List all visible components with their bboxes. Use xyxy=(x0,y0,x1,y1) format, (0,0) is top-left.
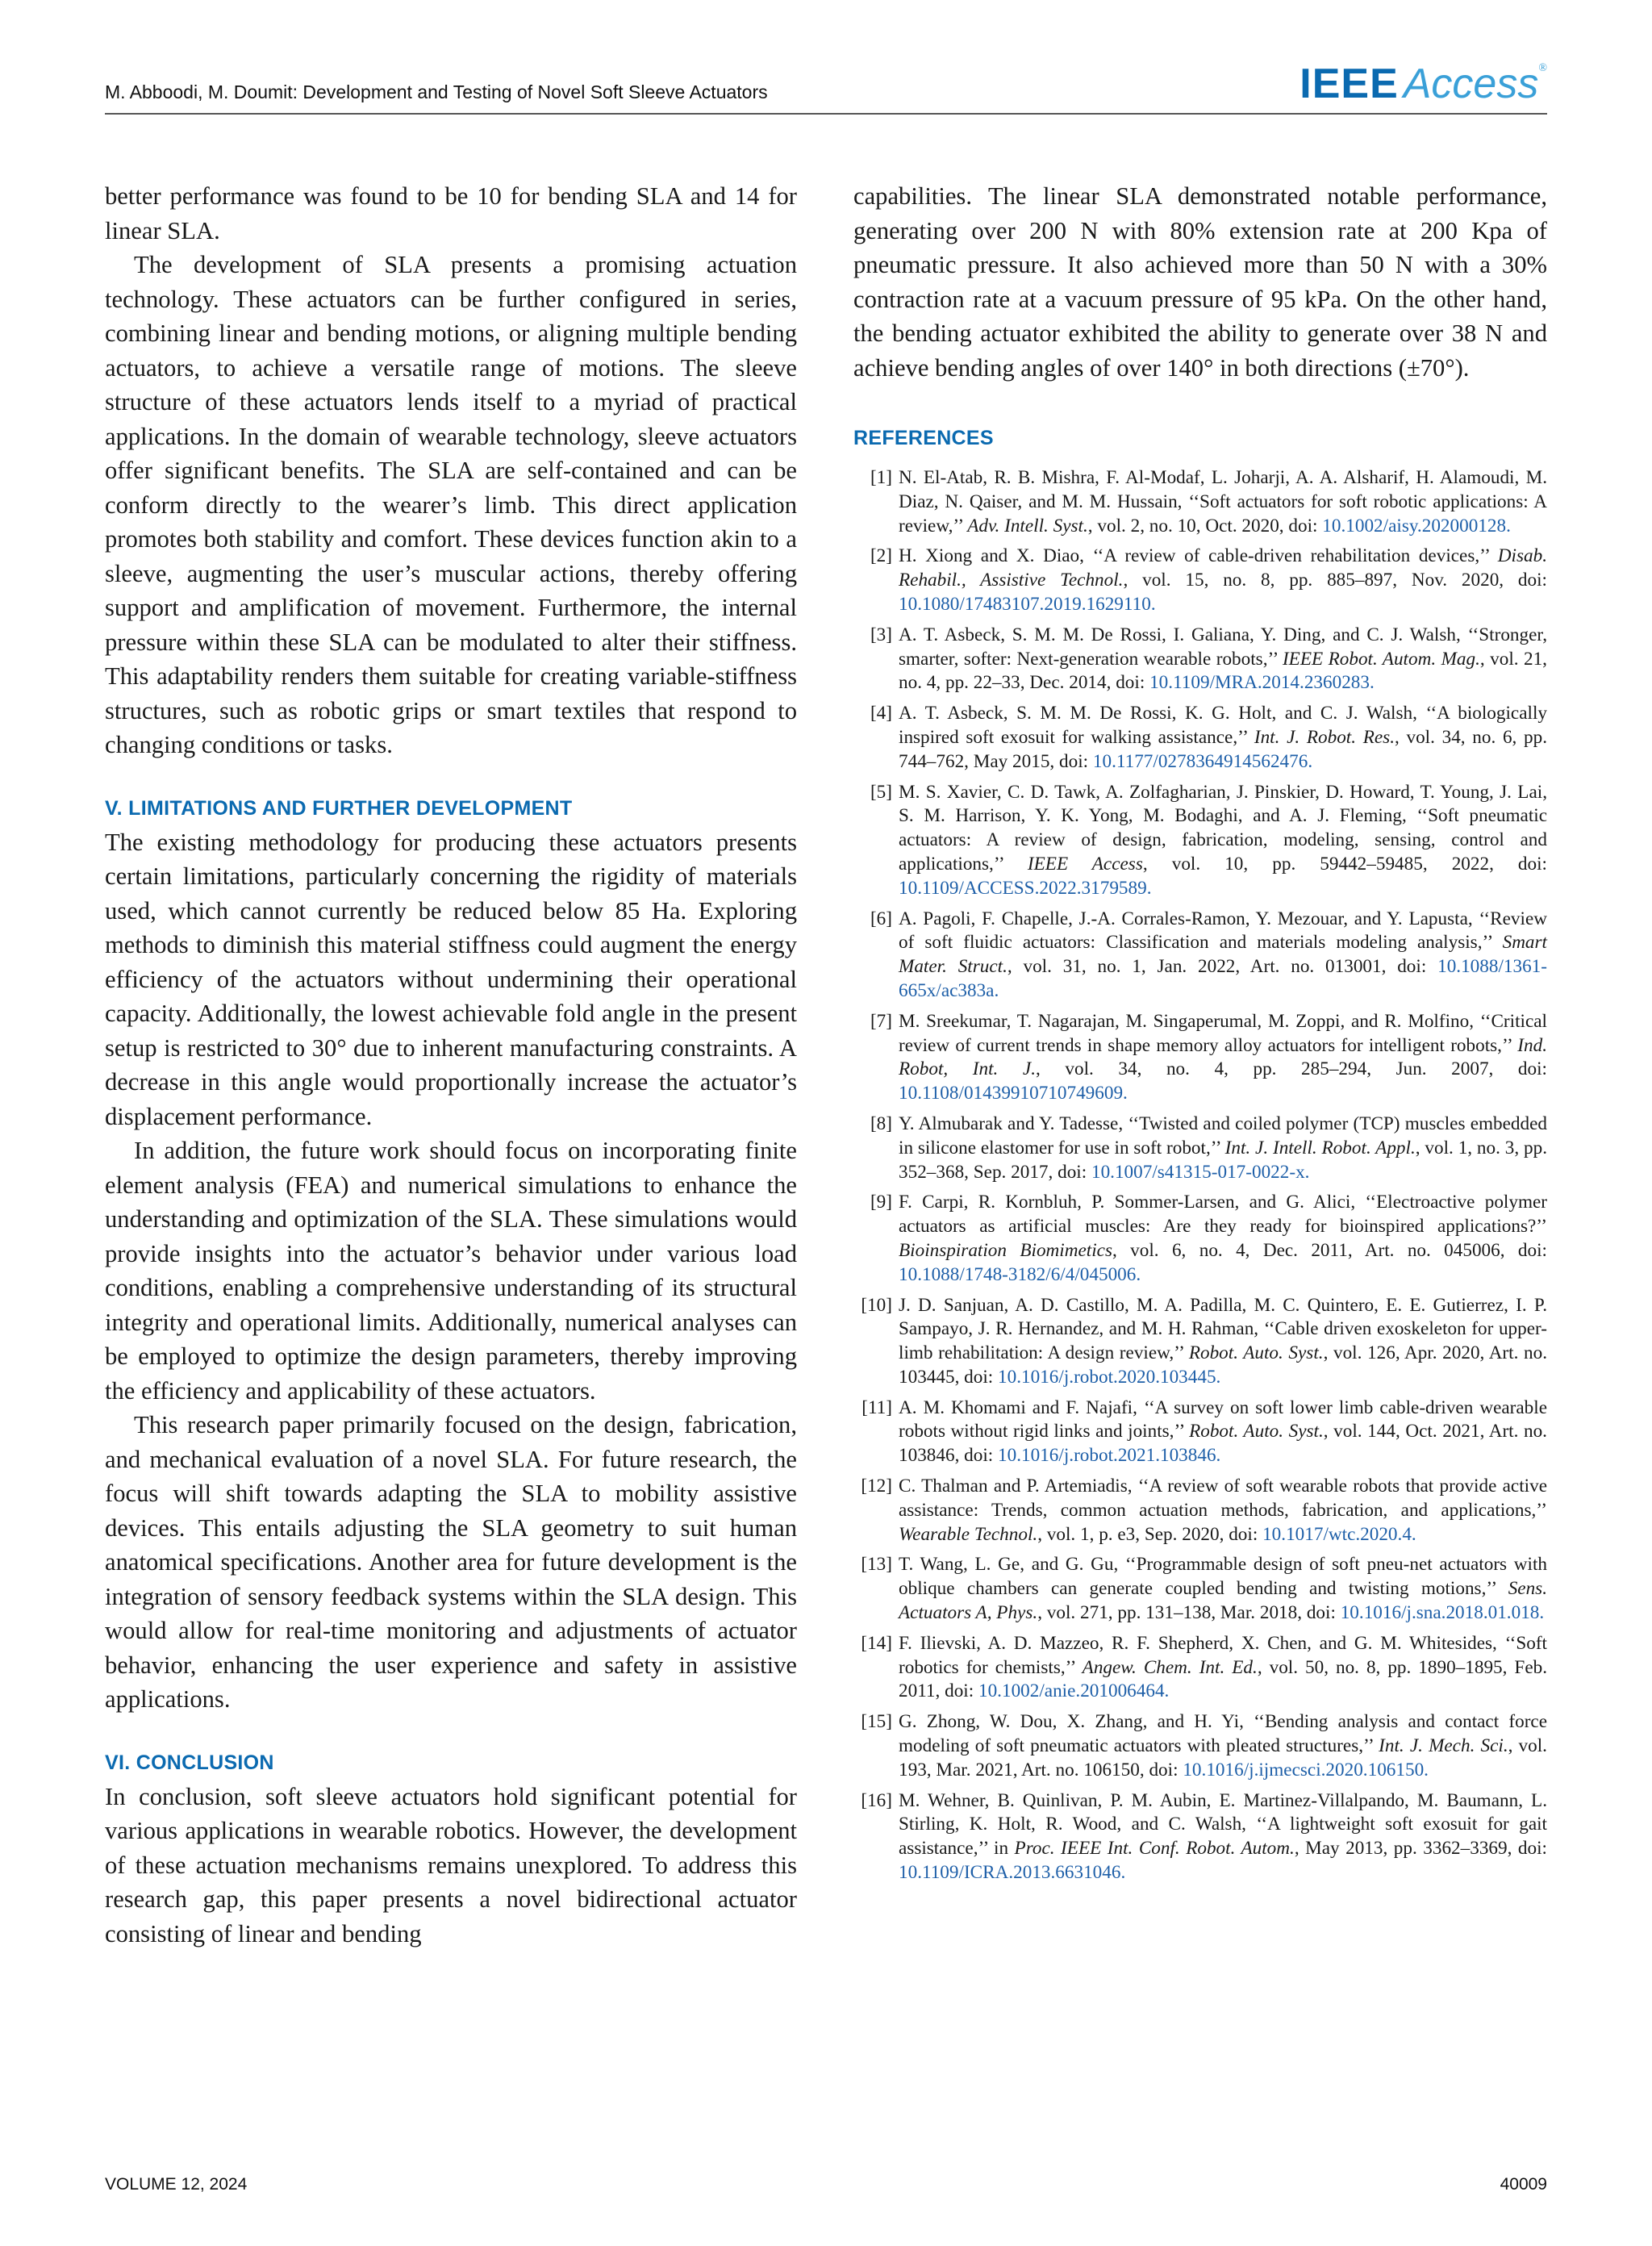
reference-text: , vol. 31, no. 1, Jan. 2022, Art. no. 013001, doi: xyxy=(1007,956,1438,978)
references-heading: REFERENCES xyxy=(853,427,994,449)
reference-number: [12] xyxy=(861,1476,892,1497)
reference-item xyxy=(853,1010,1547,1106)
reference-item xyxy=(853,1294,1547,1390)
reference-item xyxy=(853,908,1547,1004)
logo-access-text: Access xyxy=(1403,61,1539,107)
reference-number: [6] xyxy=(870,908,892,929)
reference-text: , vol. 15, no. 8, pp. 885–897, Nov. 2020, doi: xyxy=(1123,570,1547,591)
doi-link[interactable]: 10.1108/01439910710749609. xyxy=(899,1083,1128,1104)
reference-text: , vol. 6, no. 4, Dec. 2011, Art. no. 045006, doi: xyxy=(1112,1239,1547,1261)
reference-text: , vol. 1, no. 3, pp. 352–368, Sep. 2017, doi: xyxy=(899,1137,1547,1183)
paragraph: capabilities. The linear SLA demonstrated notable performance, generating over 200 N with 80% extension rate at 200 Kpa of pneumatic pressure. It also achieved more than 50 N with a 30% contraction rate at a vacuum pressure of 95 kPa. On the other hand, the bending actuator exhibited the ability to generate over 38 N and achieve bending angles of over 140° in both directions (±70°). xyxy=(853,182,1547,382)
reference-text: , vol. 34, no. 6, pp. 744–762, May 2015, doi: xyxy=(899,726,1548,772)
reference-text: A. T. Asbeck, S. M. M. De Rossi, I. Galiana, Y. Ding, and C. J. Walsh, ‘‘Stronger, smarter, softer: Next-generation wearable robots,’’ xyxy=(899,624,1547,670)
reference-text: , vol. 34, no. 4, pp. 285–294, Jun. 2007, doi: xyxy=(1036,1058,1548,1080)
reference-text: Y. Almubarak and Y. Tadesse, ‘‘Twisted and coiled polymer (TCP) muscles embedded in silicone elastomer for use in soft robot,’’ xyxy=(899,1113,1547,1158)
logo-ieee-text: IEEE xyxy=(1299,61,1399,107)
doi-link[interactable]: 10.1016/j.robot.2021.103846. xyxy=(998,1445,1221,1467)
paragraph: better performance was found to be 10 for bending SLA and 14 for linear SLA. xyxy=(105,182,797,244)
doi-link[interactable]: 10.1002/anie.201006464. xyxy=(978,1680,1170,1702)
reference-number: [15] xyxy=(861,1711,892,1733)
doi-link[interactable]: 10.1109/MRA.2014.2360283. xyxy=(1149,672,1375,694)
doi-link[interactable]: 10.1016/j.robot.2020.103445. xyxy=(998,1366,1221,1388)
reference-venue: Disab. Rehabil., Assistive Technol. xyxy=(899,545,1547,591)
doi-link[interactable]: 10.1017/wtc.2020.4. xyxy=(1262,1523,1416,1545)
reference-venue: Angew. Chem. Int. Ed. xyxy=(1082,1656,1258,1678)
reference-text: , vol. 21, no. 4, pp. 22–33, Dec. 2014, doi: xyxy=(899,648,1547,694)
section-heading-conclusion: VI. CONCLUSION xyxy=(105,1751,274,1774)
reference-item xyxy=(853,466,1547,538)
reference-number: [8] xyxy=(870,1113,892,1134)
reference-venue: Smart Mater. Struct. xyxy=(899,932,1547,978)
doi-link[interactable]: 10.1109/ACCESS.2022.3179589. xyxy=(899,877,1152,899)
reference-number: [5] xyxy=(870,781,892,803)
reference-text: , vol. 126, Apr. 2020, Art. no. 103445, doi: xyxy=(899,1342,1548,1388)
reference-item xyxy=(853,1191,1547,1287)
reference-venue: Robot. Auto. Syst. xyxy=(1189,1421,1324,1442)
reference-item xyxy=(853,1632,1547,1704)
doi-link[interactable]: 10.1088/1748-3182/6/4/045006. xyxy=(899,1263,1141,1285)
doi-link[interactable]: 10.1109/ICRA.2013.6631046. xyxy=(899,1862,1126,1884)
page-number: 40009 xyxy=(1500,2175,1547,2194)
right-column xyxy=(853,179,1547,1892)
reference-number: [13] xyxy=(861,1554,892,1576)
reference-text: , vol. 193, Mar. 2021, Art. no. 106150, doi: xyxy=(899,1735,1547,1781)
reference-list xyxy=(853,466,1547,1885)
reference-venue: Proc. IEEE Int. Conf. Robot. Autom. xyxy=(1014,1838,1295,1860)
reference-venue: Int. J. Robot. Res. xyxy=(1254,726,1395,748)
reference-venue: Ind. Robot, Int. J. xyxy=(899,1034,1547,1080)
doi-link[interactable]: 10.1016/j.ijmecsci.2020.106150. xyxy=(1183,1759,1429,1781)
running-title: M. Abboodi, M. Doumit: Development and Testing of Novel Soft Sleeve Actuators xyxy=(105,81,768,102)
reference-number: [10] xyxy=(861,1294,892,1316)
reference-number: [3] xyxy=(870,624,892,645)
page-header xyxy=(105,56,1547,115)
reference-text: A. T. Asbeck, S. M. M. De Rossi, K. G. Holt, and C. J. Walsh, ‘‘A biologically inspired soft exosuit for walking assistance,’’ xyxy=(899,703,1547,748)
reference-number: [4] xyxy=(870,703,892,724)
reference-item xyxy=(853,702,1547,774)
volume-label: VOLUME 12, 2024 xyxy=(105,2175,248,2194)
reference-text: , vol. 10, pp. 59442–59485, 2022, doi: xyxy=(1142,853,1547,875)
reference-number: [9] xyxy=(870,1192,892,1213)
reference-text: , vol. 144, Oct. 2021, Art. no. 103846, doi: xyxy=(899,1421,1547,1467)
reference-text: , vol. 271, pp. 131–138, Mar. 2018, doi: xyxy=(1037,1602,1341,1624)
journal-logo xyxy=(1299,63,1547,105)
paragraph: In addition, the future work should focus on incorporating finite element analysis (FEA) and numerical simulations to enhance the understanding and optimization of the SLA. These simulations would provide insights into the actuator’s behavior under various load conditions, enabling a comprehensive understanding of its structural integrity and operational limits. Additionally, numerical analyses can be employed to optimize the design parameters, thereby improving the efficiency and applicability of these actuators. xyxy=(105,1137,797,1405)
reference-venue: Bioinspiration Biomimetics xyxy=(899,1239,1112,1261)
reference-number: [11] xyxy=(861,1396,892,1418)
reference-item xyxy=(853,1475,1547,1547)
reference-number: [2] xyxy=(870,545,892,567)
reference-text: , vol. 2, no. 10, Oct. 2020, doi: xyxy=(1087,515,1323,536)
reference-item xyxy=(853,781,1547,901)
reference-number: [7] xyxy=(870,1010,892,1032)
logo-trademark: ® xyxy=(1538,62,1547,74)
reference-text: A. M. Khomami and F. Najafi, ‘‘A survey on soft lower limb cable-driven wearable robots without rigid links and joints,’’ xyxy=(899,1396,1547,1442)
reference-venue: Int. J. Intell. Robot. Appl. xyxy=(1224,1137,1416,1158)
reference-item xyxy=(853,1396,1547,1468)
paragraph: This research paper primarily focused on the design, fabrication, and mechanical evaluation of a novel SLA. For future research, the focus will shift towards adapting the SLA to mobility assistive devices. This entails adjusting the SLA geometry to suit human anatomical specifications. Another area for future development is the integration of sensory feedback systems within the SLA design. This would allow for real-time monitoring and adjustments of actuator behavior, enhancing the user experience and safety in assistive applications. xyxy=(105,1411,797,1713)
reference-text: , vol. 50, no. 8, pp. 1890–1895, Feb. 2011, doi: xyxy=(899,1656,1548,1702)
doi-link[interactable]: 10.1007/s41315-017-0022-x. xyxy=(1091,1161,1310,1183)
doi-link[interactable]: 10.1002/aisy.202000128. xyxy=(1322,515,1511,536)
doi-link[interactable]: 10.1088/1361-665x/ac383a. xyxy=(899,956,1547,1001)
doi-link[interactable]: 10.1177/0278364914562476. xyxy=(1092,750,1313,772)
reference-venue: Adv. Intell. Syst. xyxy=(967,515,1088,536)
reference-text: C. Thalman and P. Artemiadis, ‘‘A review of soft wearable robots that provide active assistance: Trends, common actuation methods, fabrication, and applications,’’ xyxy=(899,1476,1547,1521)
reference-item xyxy=(853,545,1547,616)
reference-text: F. Carpi, R. Kornbluh, P. Sommer-Larsen, and G. Alici, ‘‘Electroactive polymer actuators as artificial muscles: Are they ready for bioinspired applications?’’ xyxy=(899,1192,1547,1238)
reference-number: [14] xyxy=(861,1632,892,1654)
reference-item xyxy=(853,1710,1547,1782)
reference-text: F. Ilievski, A. D. Mazzeo, R. F. Shepherd, X. Chen, and G. M. Whitesides, ‘‘Soft robotics for chemists,’’ xyxy=(899,1632,1547,1678)
reference-item xyxy=(853,1113,1547,1184)
paragraph: The development of SLA presents a promising actuation technology. These actuators can be further configured in series, combining linear and bending motions, or aligning multiple bending actuators, to achieve a versatile range of motions. The sleeve structure of these actuators lends itself to a myriad of practical applications. In the domain of wearable technology, sleeve actuators offer significant benefits. The SLA are self-contained and can be conform directly to the wearer’s limb. This direct application promotes both stability and comfort. These devices function akin to a sleeve, augmenting the user’s muscular actions, thereby offering support and amplification of movement. Furthermore, the internal pressure within these SLA can be modulated to alter their stiffness. This adaptability renders them suitable for creating variable-stiffness structures, such as robotic grips or smart textiles that respond to changing conditions or tasks. xyxy=(105,251,797,758)
reference-venue: Robot. Auto. Syst. xyxy=(1188,1342,1324,1364)
reference-number: [1] xyxy=(870,467,892,488)
doi-link[interactable]: 10.1016/j.sna.2018.01.018. xyxy=(1340,1602,1545,1624)
reference-text: N. El-Atab, R. B. Mishra, F. Al-Modaf, L. Joharji, A. A. Alsharif, H. Alamoudi, M. Diaz, N. Qaiser, and M. M. Hussain, ‘‘Soft actuators for soft robotic applications: A review,’’ xyxy=(899,467,1547,536)
reference-text: J. D. Sanjuan, A. D. Castillo, M. A. Padilla, M. C. Quintero, E. E. Gutierrez, I. P. Sampayo, J. R. Hernandez, and M. H. Rahman, ‘‘Cable driven exoskeleton for upper-limb rehabilitation: A design review,’’ xyxy=(899,1294,1547,1364)
reference-item xyxy=(853,624,1547,695)
reference-text: H. Xiong and X. Diao, ‘‘A review of cable-driven rehabilitation devices,’’ xyxy=(899,545,1498,567)
reference-text: G. Zhong, W. Dou, X. Zhang, and H. Yi, ‘‘Bending analysis and contact force modeling of soft pneumatic actuators with pleated structures,’’ xyxy=(899,1711,1547,1757)
reference-venue: Wearable Technol. xyxy=(899,1523,1038,1545)
reference-text: , vol. 1, p. e3, Sep. 2020, doi: xyxy=(1037,1523,1263,1545)
reference-venue: Sens. Actuators A, Phys. xyxy=(899,1578,1547,1624)
left-column xyxy=(105,179,797,1951)
reference-venue: IEEE Robot. Autom. Mag. xyxy=(1282,648,1480,670)
reference-venue: IEEE Access xyxy=(1027,853,1143,875)
reference-venue: Int. J. Mech. Sci. xyxy=(1379,1735,1508,1757)
paragraph: In conclusion, soft sleeve actuators hold significant potential for various applications in wearable robotics. However, the development of these actuation mechanisms remains unexplored. To address this research gap, this paper presents a novel bidirectional actuator consisting of linear and bending xyxy=(105,1782,797,1948)
paragraph: The existing methodology for producing these actuators presents certain limitations, particularly concerning the rigidity of materials used, which cannot currently be reduced below 85 Ha. Exploring methods to diminish this material stiffness could augment the energy efficiency of the actuators without undermining their operational capacity. Additionally, the lowest achievable fold angle in the present setup is restricted to 30° due to inherent manufacturing constraints. A decrease in this angle would proportionally increase the actuator’s displacement performance. xyxy=(105,828,797,1130)
reference-text: T. Wang, L. Ge, and G. Gu, ‘‘Programmable design of soft pneu-net actuators with oblique chambers can generate coupled bending and twisting motions,’’ xyxy=(899,1554,1547,1600)
reference-item xyxy=(853,1553,1547,1625)
section-heading-limitations: V. LIMITATIONS AND FURTHER DEVELOPMENT xyxy=(105,796,573,820)
reference-text: M. S. Xavier, C. D. Tawk, A. Zolfagharian, J. Pinskier, D. Howard, T. Young, J. Lai, S. M. Harrison, Y. K. Yong, M. Bodaghi, and A. J. Fleming, ‘‘Soft pneumatic actuators: A review of design, fabrication, modeling, sensing, control and applications,’’ xyxy=(899,781,1547,875)
doi-link[interactable]: 10.1080/17483107.2019.1629110. xyxy=(899,593,1156,615)
reference-text: M. Wehner, B. Quinlivan, P. M. Aubin, E. Martinez-Villalpando, M. Baumann, L. Stirling, K. Holt, R. Wood, and C. Walsh, ‘‘A lightweight soft exosuit for gait assistance,’’ in xyxy=(899,1789,1547,1860)
reference-text: M. Sreekumar, T. Nagarajan, M. Singaperumal, M. Zoppi, and R. Molfino, ‘‘Critical review of current trends in shape memory alloy actuators for intelligent robots,’’ xyxy=(899,1010,1547,1056)
reference-text: A. Pagoli, F. Chapelle, J.-A. Corrales-Ramon, Y. Mezouar, and Y. Lapusta, ‘‘Review of soft fluidic actuators: Classification and materials modeling analysis,’’ xyxy=(899,908,1547,954)
reference-item xyxy=(853,1789,1547,1885)
reference-number: [16] xyxy=(861,1789,892,1811)
reference-text: , May 2013, pp. 3362–3369, doi: xyxy=(1294,1838,1547,1860)
